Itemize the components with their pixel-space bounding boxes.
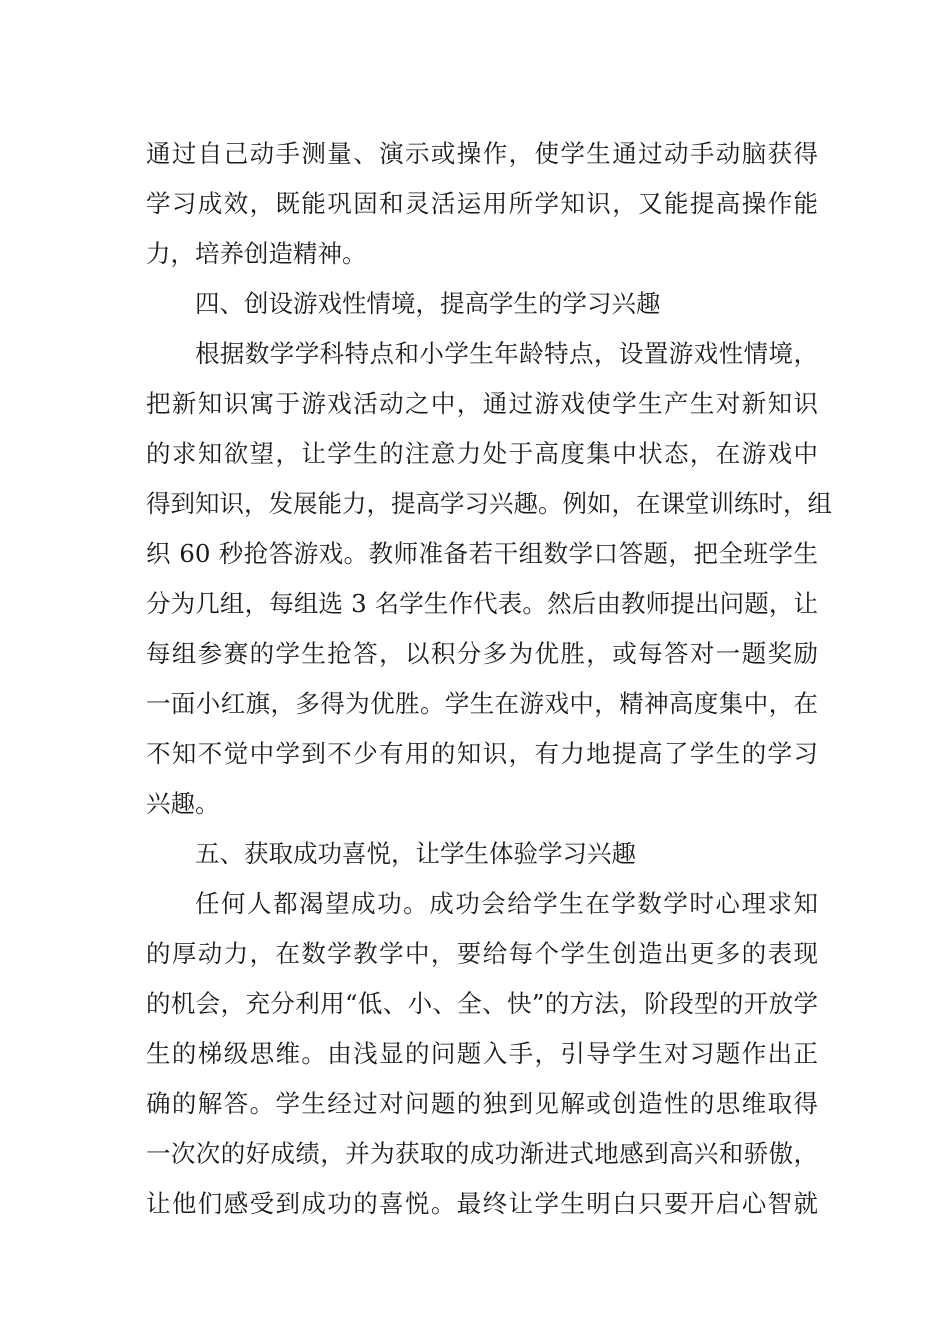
paragraph-line: 兴趣。 bbox=[146, 789, 220, 818]
paragraph-line: 把新知识寓于游戏活动之中，通过游戏使学生产生对新知识 bbox=[146, 389, 818, 418]
section-heading: 四、创设游戏性情境，提高学生的学习兴趣 bbox=[195, 289, 661, 318]
paragraph-line: 任何人都渴望成功。成功会给学生在学数学时心理求知 bbox=[195, 889, 818, 918]
paragraph-line: 的机会，充分利用“低、小、全、快”的方法，阶段型的开放学 bbox=[146, 989, 818, 1018]
paragraph-line: 生的梯级思维。由浅显的问题入手，引导学生对习题作出正 bbox=[146, 1039, 818, 1068]
paragraph-line: 的求知欲望，让学生的注意力处于高度集中状态，在游戏中 bbox=[146, 439, 818, 468]
paragraph-line: 根据数学学科特点和小学生年龄特点，设置游戏性情境， bbox=[195, 339, 818, 368]
paragraph-line: 力，培养创造精神。 bbox=[146, 239, 367, 268]
paragraph-line: 学习成效，既能巩固和灵活运用所学知识，又能提高操作能 bbox=[146, 189, 818, 218]
section-heading: 五、获取成功喜悦，让学生体验学习兴趣 bbox=[195, 839, 636, 868]
paragraph-line: 通过自己动手测量、演示或操作，使学生通过动手动脑获得 bbox=[146, 139, 818, 168]
paragraph-line: 织 60 秒抢答游戏。教师准备若干组数学口答题，把全班学生 bbox=[146, 539, 818, 568]
paragraph-line: 确的解答。学生经过对问题的独到见解或创造性的思维取得 bbox=[146, 1089, 818, 1118]
document-page bbox=[146, 129, 832, 1229]
paragraph-line: 得到知识，发展能力，提高学习兴趣。例如，在课堂训练时，组 bbox=[146, 489, 832, 518]
paragraph-line: 的厚动力，在数学教学中，要给每个学生创造出更多的表现 bbox=[146, 939, 818, 968]
paragraph-line: 分为几组，每组选 3 名学生作代表。然后由教师提出问题，让 bbox=[146, 589, 818, 618]
paragraph-line: 一面小红旗，多得为优胜。学生在游戏中，精神高度集中，在 bbox=[146, 689, 818, 718]
paragraph-line: 一次次的好成绩，并为获取的成功渐进式地感到高兴和骄傲， bbox=[146, 1139, 818, 1168]
paragraph-line: 不知不觉中学到不少有用的知识，有力地提高了学生的学习 bbox=[146, 739, 818, 768]
paragraph-line: 每组参赛的学生抢答，以积分多为优胜，或每答对一题奖励 bbox=[146, 639, 818, 668]
paragraph-line: 让他们感受到成功的喜悦。最终让学生明白只要开启心智就 bbox=[146, 1189, 818, 1218]
